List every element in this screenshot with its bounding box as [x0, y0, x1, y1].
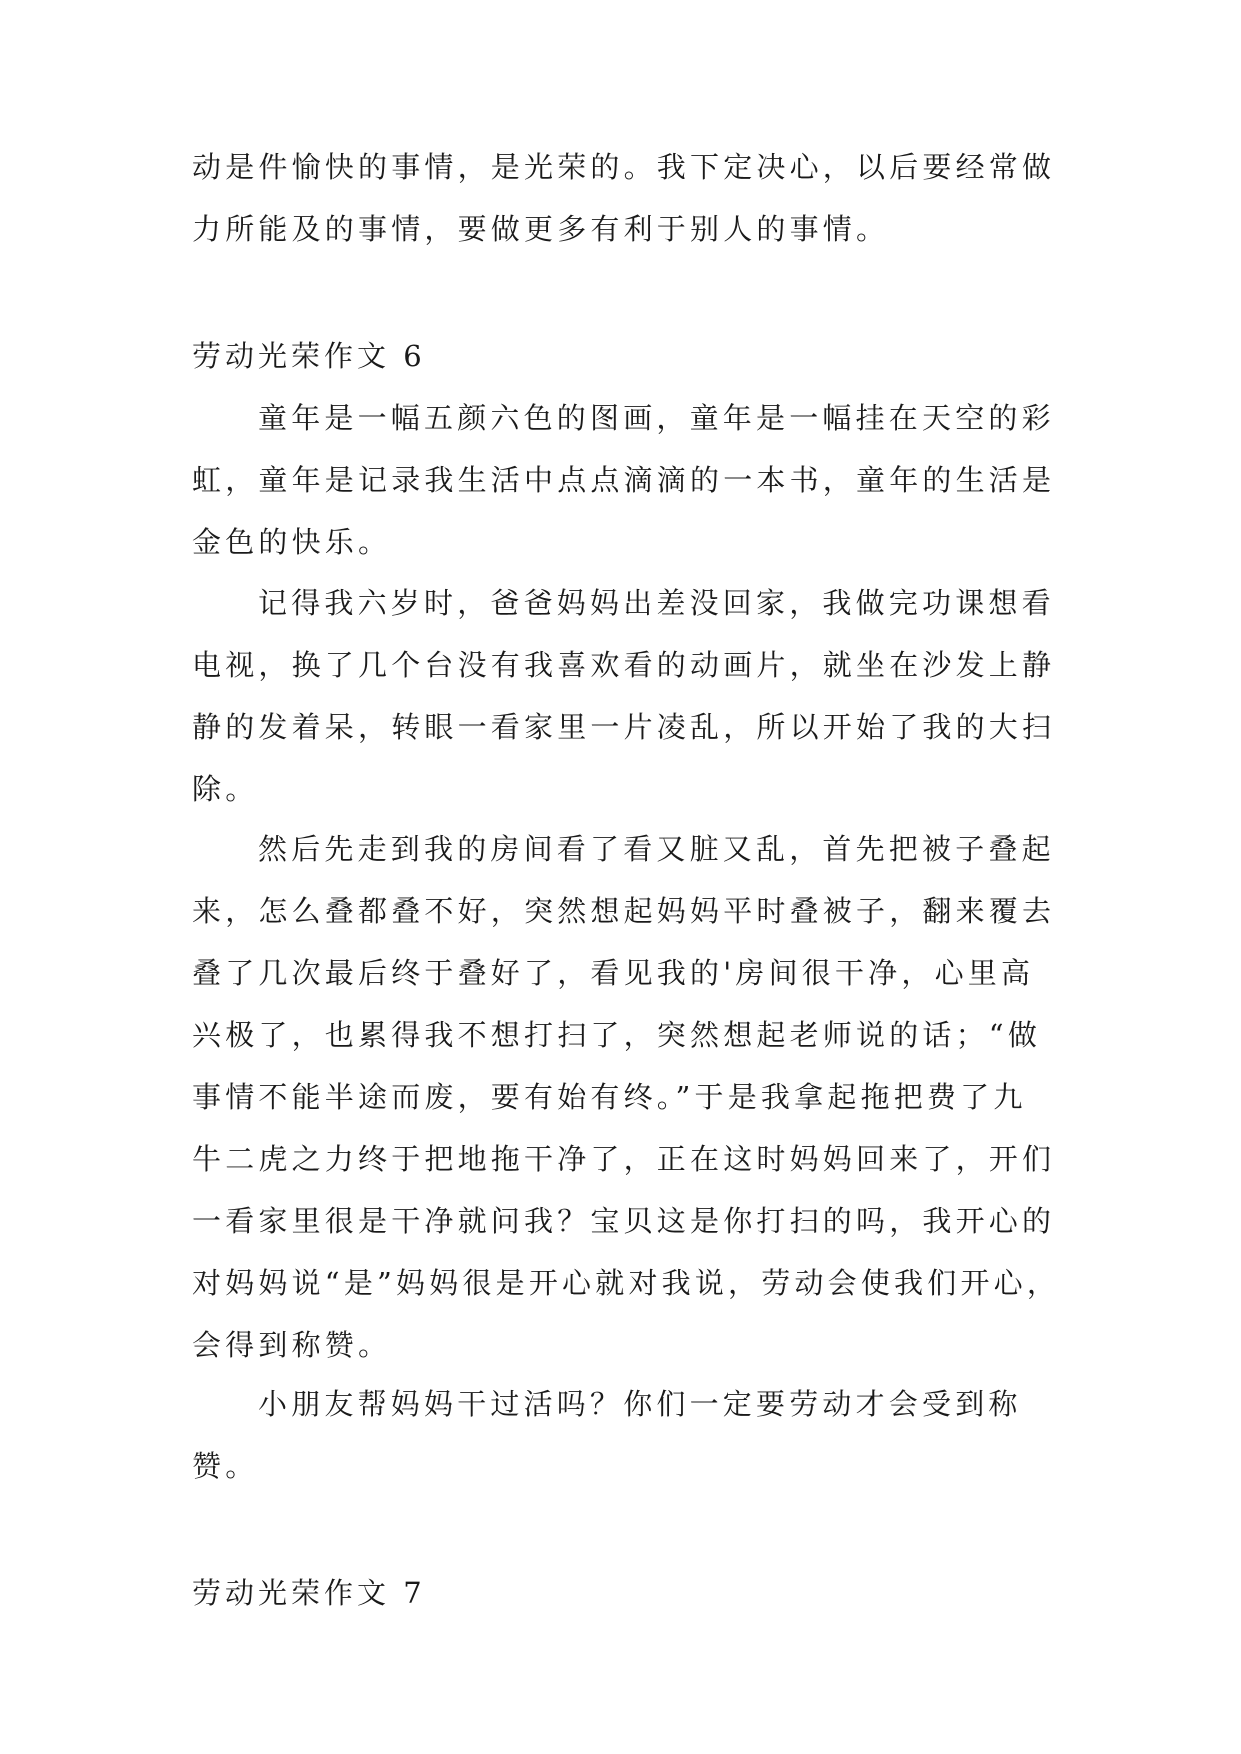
paragraph-line: 叠了几次最后终于叠好了，看见我的'房间很干净，心里高	[192, 956, 1035, 990]
paragraph-line: 赞。	[192, 1449, 259, 1483]
paragraph-line: 来，怎么叠都叠不好，突然想起妈妈平时叠被子，翻来覆去	[192, 894, 1056, 928]
paragraph-line: 电视，换了几个台没有我喜欢看的动画片，就坐在沙发上静	[192, 648, 1056, 682]
paragraph-line: 然后先走到我的房间看了看又脏又乱，首先把被子叠起	[258, 832, 1055, 866]
paragraph-line: 金色的快乐。	[192, 525, 392, 559]
section-heading-7: 劳动光荣作文 7	[192, 1576, 426, 1610]
section6-paragraph-2	[192, 572, 1054, 820]
paragraph-line: 会得到称赞。	[192, 1328, 392, 1362]
paragraph-line: 动是件愉快的事情，是光荣的。我下定决心，以后要经常做	[192, 150, 1056, 184]
paragraph-line: 童年是一幅五颜六色的图画，童年是一幅挂在天空的彩	[258, 401, 1055, 435]
paragraph-line: 牛二虎之力终于把地拖干净了，正在这时妈妈回来了，开们	[192, 1142, 1056, 1176]
section6-paragraph-1	[192, 387, 1054, 573]
paragraph-line: 兴极了，也累得我不想打扫了，突然想起老师说的话；“做	[192, 1018, 1042, 1052]
intro-paragraph	[192, 136, 1054, 260]
paragraph-line: 一看家里很是干净就问我？宝贝这是你打扫的吗，我开心的	[192, 1204, 1056, 1238]
section6-paragraph-3	[192, 818, 1061, 1376]
paragraph-line: 除。	[192, 772, 259, 806]
paragraph-line: 静的发着呆，转眼一看家里一片凌乱，所以开始了我的大扫	[192, 710, 1056, 744]
paragraph-line: 力所能及的事情，要做更多有利于别人的事情。	[192, 212, 890, 246]
paragraph-line: 事情不能半途而废，要有始有终。”于是我拿起拖把费了九	[192, 1080, 1027, 1114]
section6-paragraph-4	[192, 1373, 1054, 1497]
paragraph-line: 记得我六岁时，爸爸妈妈出差没回家，我做完功课想看	[258, 586, 1055, 620]
paragraph-line: 对妈妈说“是”妈妈很是开心就对我说，劳动会使我们开心，	[192, 1266, 1061, 1300]
paragraph-line: 小朋友帮妈妈干过活吗？你们一定要劳动才会受到称	[258, 1387, 1022, 1421]
section-heading-6: 劳动光荣作文 6	[192, 339, 426, 373]
paragraph-line: 虹，童年是记录我生活中点点滴滴的一本书，童年的生活是	[192, 463, 1056, 497]
